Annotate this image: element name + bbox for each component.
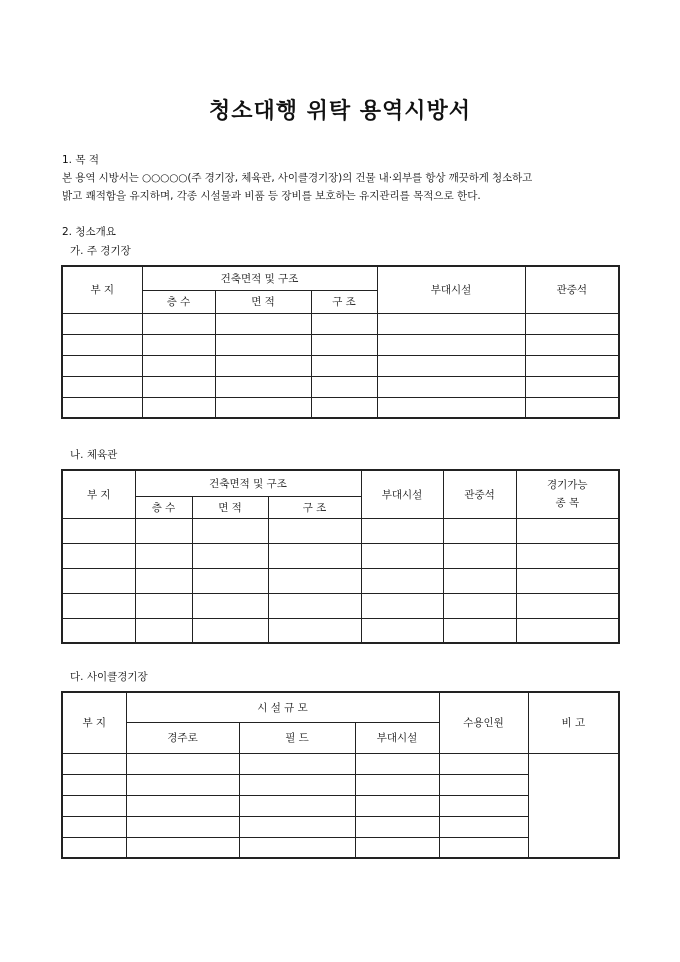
table-row xyxy=(62,543,619,568)
area-header: 면 적 xyxy=(192,496,268,518)
table-row xyxy=(62,593,619,618)
section1-line2: 밝고 쾌적함을 유지하며, 각종 시설물과 비품 등 장비를 보호하는 유지관리를 목적으로 한다. xyxy=(62,190,481,202)
table-row xyxy=(62,376,619,397)
facilities-header: 부대시설 xyxy=(355,722,439,753)
table-a-caption: 가. 주 경기장 xyxy=(70,245,131,257)
floors-header: 층 수 xyxy=(135,496,192,518)
table-row xyxy=(62,568,619,593)
table-row xyxy=(62,397,619,418)
section1-heading: 1. 목 적 xyxy=(62,154,99,166)
seats-header: 관중석 xyxy=(443,470,516,518)
table-row xyxy=(62,313,619,334)
section2-heading: 2. 청소개요 xyxy=(62,226,116,238)
structure-header: 구 조 xyxy=(268,496,361,518)
field-header: 필 드 xyxy=(239,722,355,753)
gymnasium-table xyxy=(61,469,620,644)
table-row xyxy=(62,355,619,376)
capacity-header: 수용인원 xyxy=(439,692,528,753)
structure-header: 구 조 xyxy=(311,290,377,313)
site-header: 부 지 xyxy=(62,470,135,518)
document-title: 청소대행 위탁 용역시방서 xyxy=(208,99,472,124)
table-b-caption: 나. 체육관 xyxy=(70,449,118,461)
seats-header: 관중석 xyxy=(525,266,619,313)
main-stadium-table xyxy=(61,265,620,419)
events-header: 경기가능 종 목 xyxy=(516,470,619,518)
remarks-header: 비 고 xyxy=(528,692,619,753)
cycling-stadium-table xyxy=(61,691,620,859)
section1-line1: 본 용역 시방서는 ○○○○○(주 경기장, 체육관, 사이클경기장)의 건물 내·외부를 항상 깨끗하게 청소하고 xyxy=(62,172,533,184)
floors-header: 층 수 xyxy=(142,290,215,313)
facility-scale-header: 시 설 규 모 xyxy=(126,692,439,722)
facilities-header: 부대시설 xyxy=(361,470,443,518)
table-row xyxy=(62,334,619,355)
table-row xyxy=(62,753,619,774)
site-header: 부 지 xyxy=(62,266,142,313)
site-header: 부 지 xyxy=(62,692,126,753)
remarks-cell xyxy=(528,753,619,858)
table-c-caption: 다. 사이클경기장 xyxy=(70,671,148,683)
table-row xyxy=(62,618,619,643)
facilities-header: 부대시설 xyxy=(377,266,525,313)
table-row xyxy=(62,518,619,543)
track-header: 경주로 xyxy=(126,722,239,753)
area-structure-header: 건축면적 및 구조 xyxy=(135,470,361,496)
area-structure-header: 건축면적 및 구조 xyxy=(142,266,377,290)
area-header: 면 적 xyxy=(215,290,311,313)
